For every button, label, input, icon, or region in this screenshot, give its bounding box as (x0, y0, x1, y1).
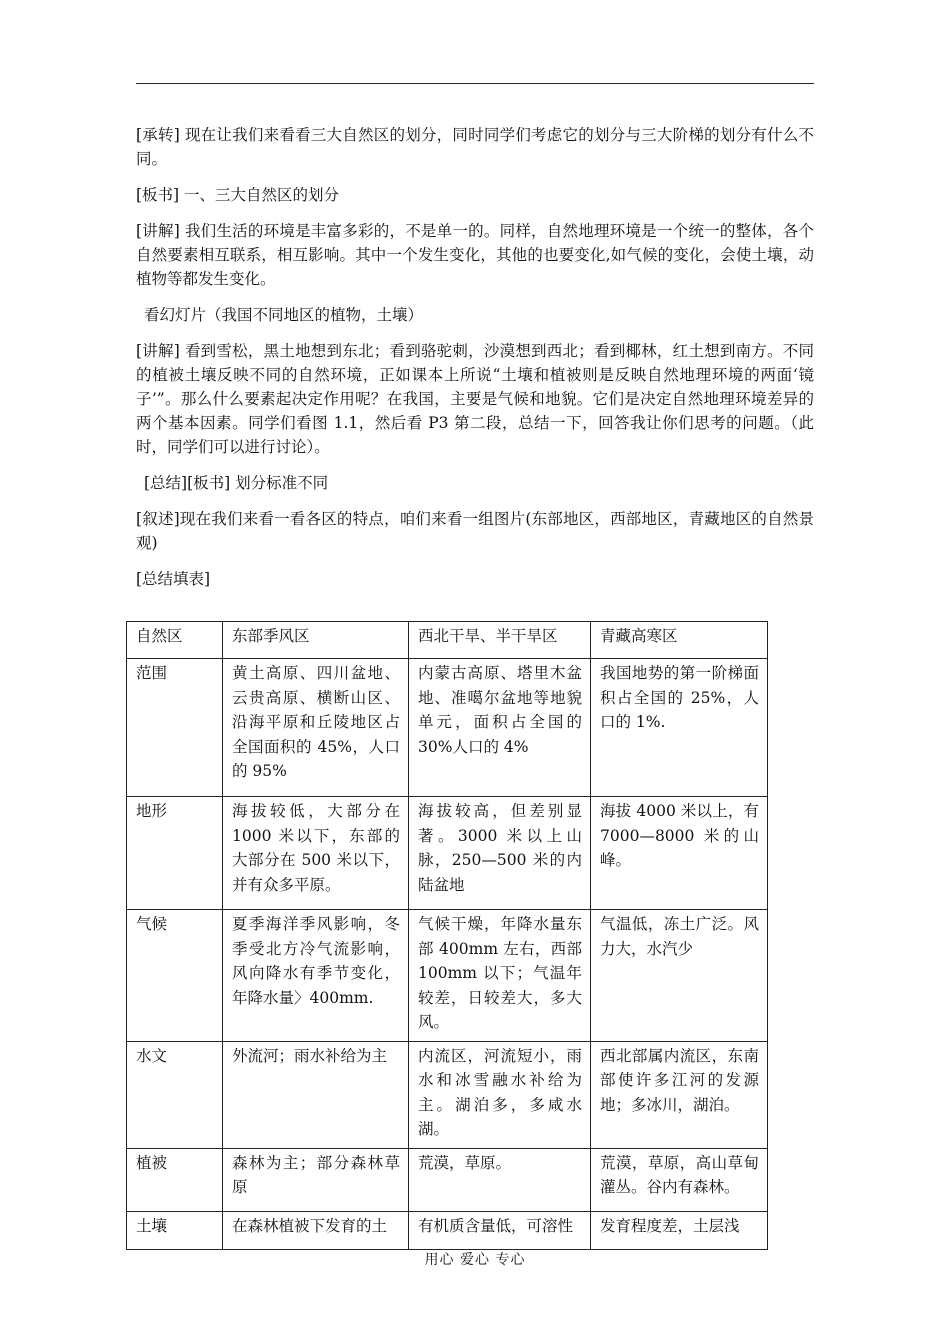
table-cell: 气温低，冻土广泛。风力大，水汽少 (591, 910, 768, 1042)
paragraph-slides: 看幻灯片（我国不同地区的植物，土壤） (144, 306, 424, 324)
table-row-vegetation (127, 1148, 768, 1211)
paragraph-fill-table: [总结填表] (136, 570, 211, 588)
table-cell: 海拔 4000 米以上，有 7000—8000 米的山峰。 (591, 797, 768, 910)
table-row-terrain (127, 797, 768, 910)
table-cell: 有机质含量低，可溶性 (409, 1211, 591, 1249)
paragraph-transition: [承转] 现在让我们来看看三大自然区的划分，同时同学们考虑它的划分与三大阶梯的划分有什么不同。 (136, 126, 814, 168)
paragraph-narration: [叙述]现在我们来看一看各区的特点，咱们来看一组图片(东部地区，西部地区，青藏地区的自然景观) (136, 510, 814, 552)
table-cell: 气候 (127, 910, 223, 1042)
table-row-soil (127, 1211, 768, 1249)
document-body (136, 123, 814, 603)
paragraph-explanation-1: [讲解] 我们生活的环境是丰富多彩的，不是单一的。同样，自然地理环境是一个统一的整体，各个自然要素相互联系，相互影响。其中一个发生变化，其他的也要变化,如气候的变化，会使土壤，动植物等都发生变化。 (136, 222, 814, 288)
table-row-hydrology (127, 1041, 768, 1148)
table-header-cell: 自然区 (127, 622, 223, 659)
page-footer: 用心 爱心 专心 (424, 1252, 526, 1268)
table-cell: 我国地势的第一阶梯面积占全国的 25%，人口的 1%. (591, 659, 768, 797)
table-cell: 地形 (127, 797, 223, 910)
table-cell: 在森林植被下发育的土 (223, 1211, 409, 1249)
paragraph-explanation-2: [讲解] 看到雪松，黑土地想到东北；看到骆驼刺，沙漠想到西北；看到椰林，红土想到南方。不同的植被土壤反映不同的自然环境，正如课本上所说“土壤和植被则是反映自然地理环境的两面‘镜子’”。那么什么要素起决定作用呢？在我国，主要是气候和地貌。它们是决定自然地理环境差异的两个基本因素。同学们看图 1.1，然后看 P3 第二段，总结一下，回答我让你们思考的问题。（此时，同学们可以进行讨论）。 (136, 342, 814, 456)
table-cell: 气候干燥，年降水量东部 400mm 左右，西部 100mm 以下；气温年较差，日较差大，多大风。 (409, 910, 591, 1042)
table-cell: 土壤 (127, 1211, 223, 1249)
table-cell: 内流区，河流短小，雨水和冰雪融水补给为主。湖泊多，多咸水湖。 (409, 1041, 591, 1148)
table-cell: 发育程度差，土层浅 (591, 1211, 768, 1249)
table-header-cell: 青藏高寒区 (591, 622, 768, 659)
table-cell: 森林为主；部分森林草原 (223, 1148, 409, 1211)
table-header-row (127, 622, 768, 659)
table-row-climate (127, 910, 768, 1042)
table-cell: 荒漠，草原，高山草甸灌丛。谷内有森林。 (591, 1148, 768, 1211)
table-cell: 水文 (127, 1041, 223, 1148)
paragraph-board-heading: [板书] 一、三大自然区的划分 (136, 186, 340, 204)
table-cell: 海拔较高，但差别显著。3000 米以上山脉，250—500 米的内陆盆地 (409, 797, 591, 910)
table-cell: 内蒙古高原、塔里木盆地、准噶尔盆地等地貌单元，面积占全国的 30%人口的 4% (409, 659, 591, 797)
header-rule (136, 83, 814, 84)
table-cell: 西北部属内流区，东南部使许多江河的发源地；多冰川，湖泊。 (591, 1041, 768, 1148)
table-header-cell: 东部季风区 (223, 622, 409, 659)
table-cell: 黄土高原、四川盆地、云贵高原、横断山区、沿海平原和丘陵地区占全国面积的 45%，人口的 95% (223, 659, 409, 797)
table-cell: 荒漠，草原。 (409, 1148, 591, 1211)
natural-zones-table (126, 621, 768, 1250)
table-cell: 海拔较低，大部分在 1000 米以下，东部的大部分在 500 米以下，并有众多平原。 (223, 797, 409, 910)
table-row-range (127, 659, 768, 797)
table-cell: 夏季海洋季风影响，冬季受北方冷气流影响，风向降水有季节变化，年降水量〉400mm. (223, 910, 409, 1042)
table-header-cell: 西北干旱、半干旱区 (409, 622, 591, 659)
paragraph-summary: [总结][板书] 划分标准不同 (144, 474, 329, 492)
table-cell: 范围 (127, 659, 223, 797)
table-cell: 植被 (127, 1148, 223, 1211)
table-cell: 外流河；雨水补给为主 (223, 1041, 409, 1148)
